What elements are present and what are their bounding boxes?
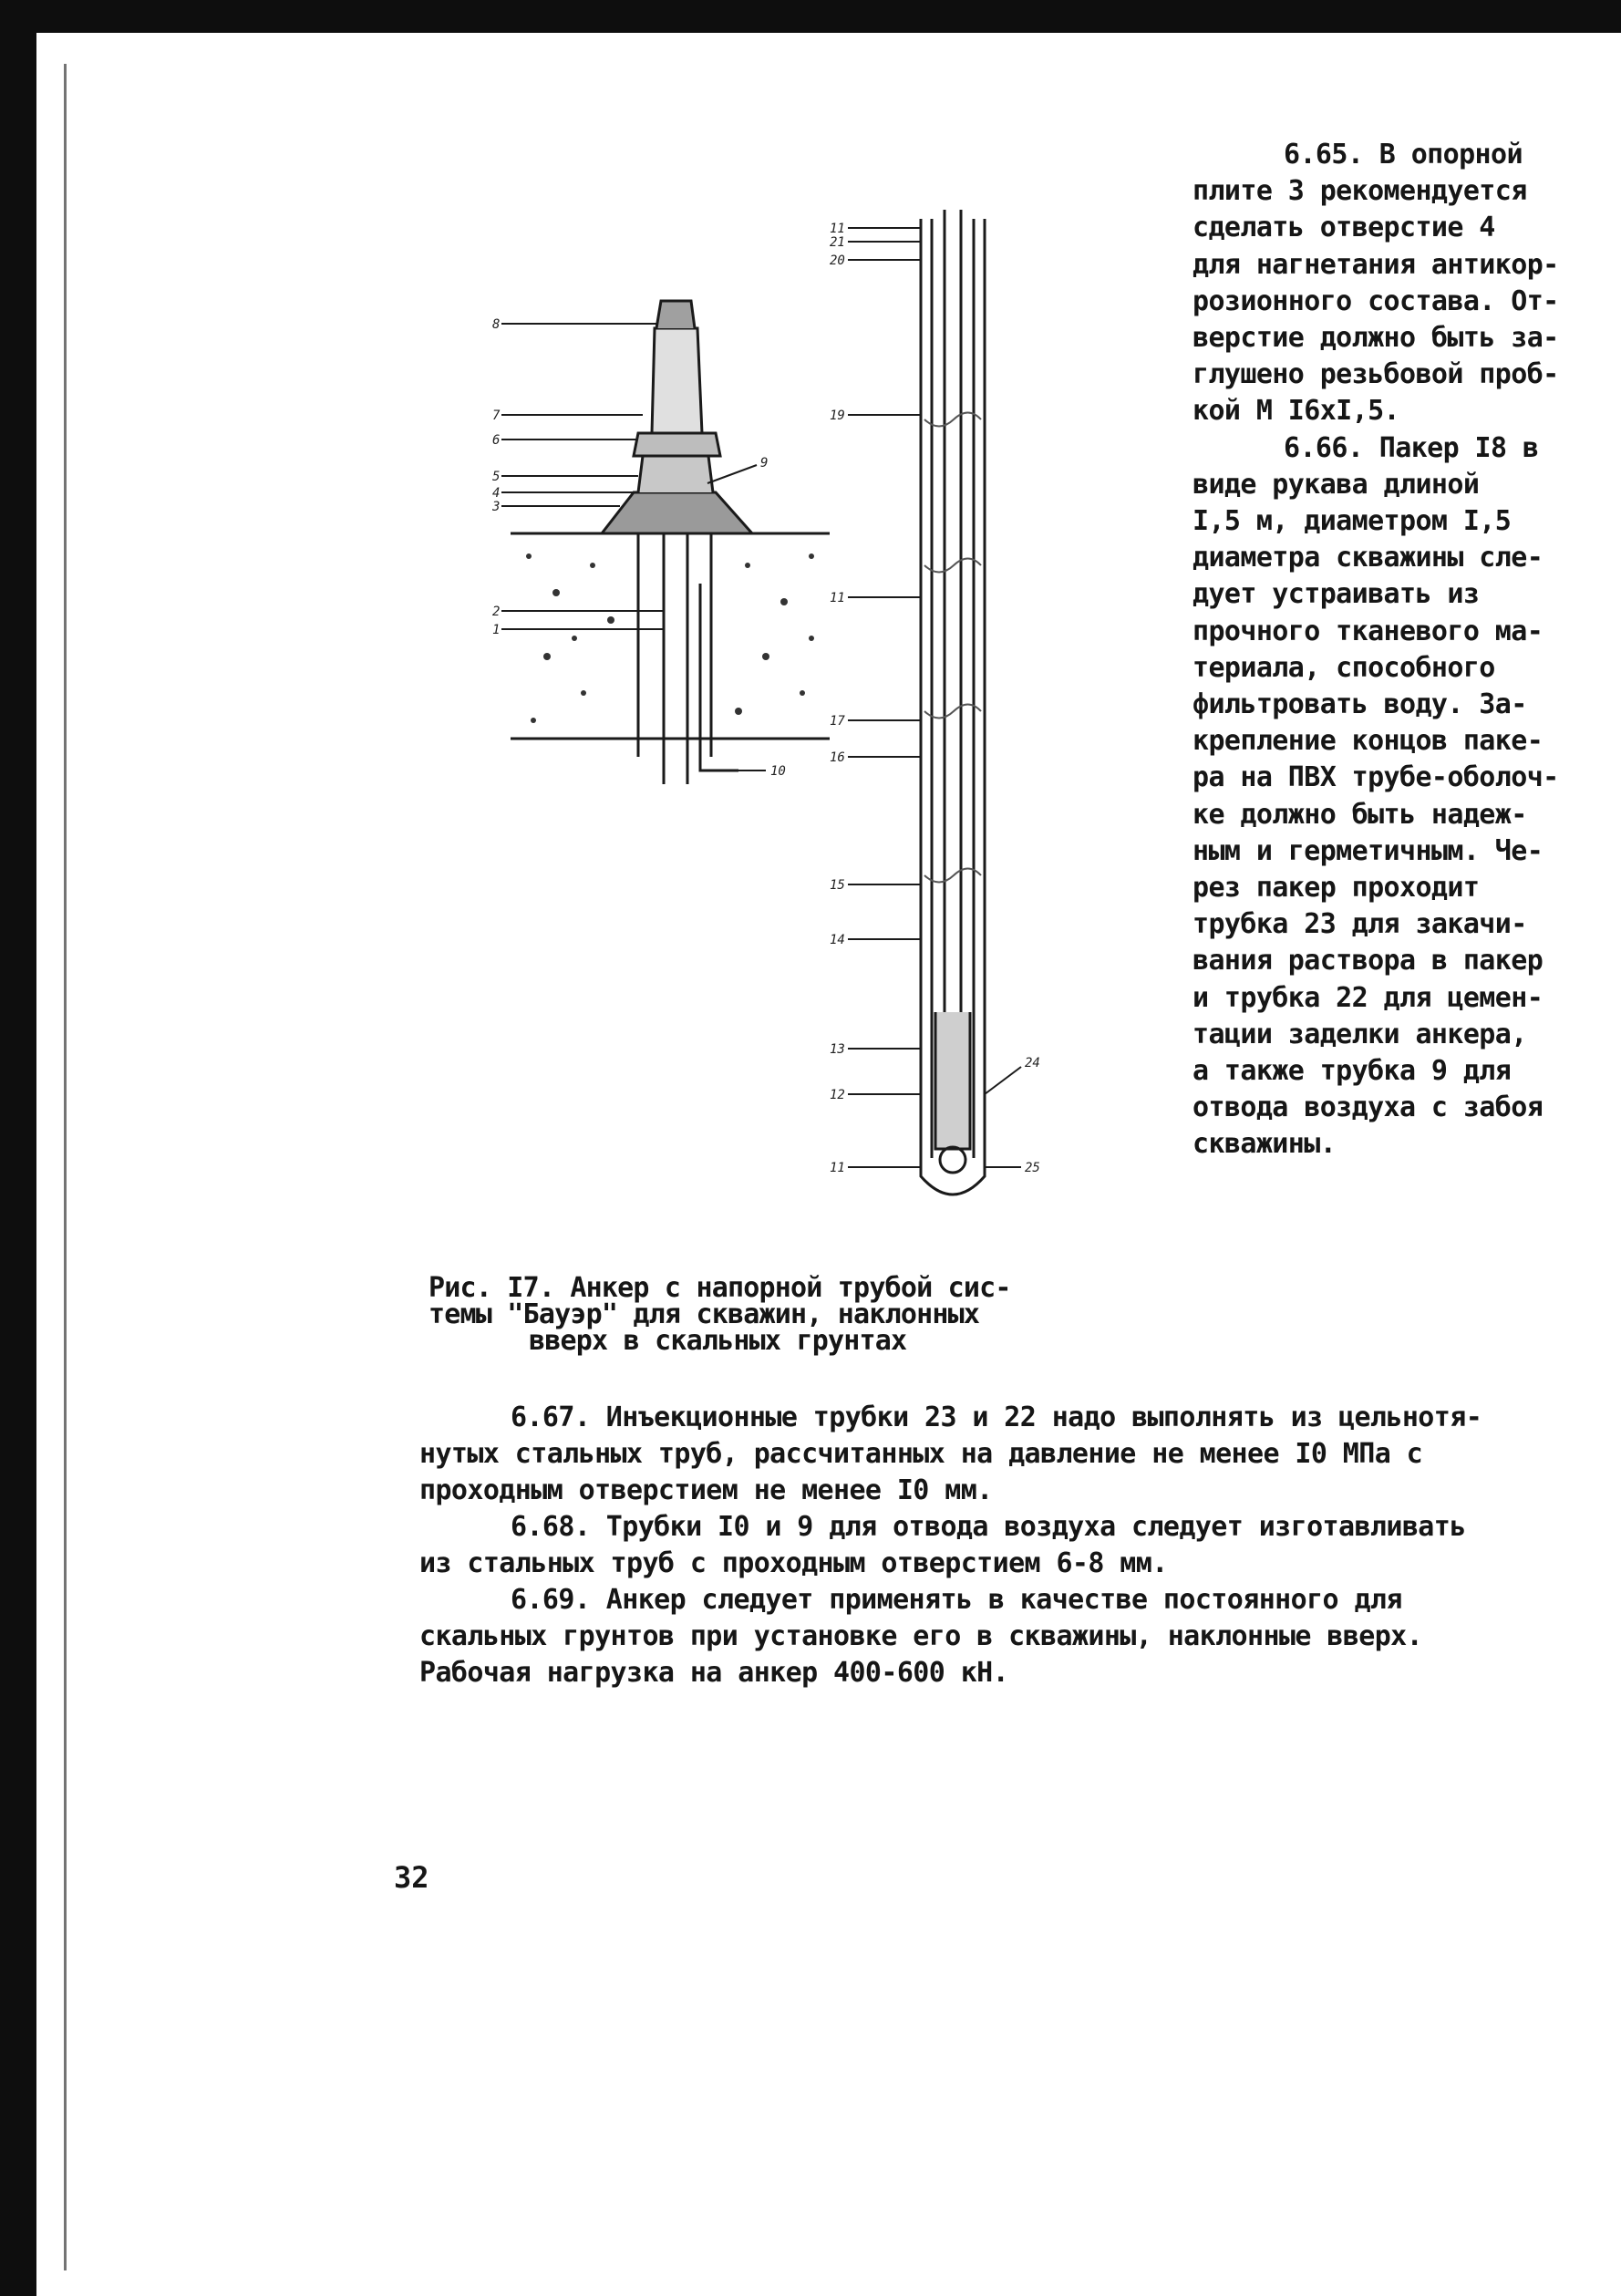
text-line: фильтровать воду. За-	[1193, 688, 1527, 721]
fig-label: 14	[830, 933, 845, 947]
text-line: тации заделки анкера,	[1193, 1018, 1527, 1050]
packer-zone	[935, 1012, 970, 1149]
text-line: 6.68. Трубки I0 и 9 для отвода воздуха следует изготавливать	[511, 1511, 1466, 1543]
text-line: диаметра скважины сле-	[1193, 542, 1544, 574]
pipe-10	[700, 584, 738, 771]
fig-label: 16	[830, 750, 845, 765]
fig-label: 15	[830, 878, 845, 893]
fig-label: 6	[492, 433, 501, 448]
text-line: дует устраивать из	[1193, 578, 1480, 611]
fig-label: 12	[830, 1088, 845, 1102]
text-line: скальных грунтов при установке его в скважины, наклонные вверх.	[419, 1620, 1423, 1652]
end-cap	[940, 1147, 965, 1173]
right-column-text	[1193, 137, 1614, 1164]
fig-label: 3	[492, 500, 501, 514]
figure-caption	[428, 1272, 1158, 1357]
text-line: а также трубка 9 для	[1193, 1055, 1512, 1088]
fig-label: 5	[492, 470, 501, 484]
fig-label: 11	[830, 591, 845, 605]
text-line: проходным отверстием не менее I0 мм.	[419, 1474, 993, 1506]
text-line: сделать отверстие 4	[1193, 212, 1495, 244]
fig-label: 2	[492, 605, 501, 619]
fig-label: 1	[492, 623, 501, 637]
text-line: нутых стальных труб, рассчитанных на давление не менее I0 МПа с	[419, 1438, 1423, 1470]
text-line: териала, способного	[1193, 651, 1495, 684]
fig-label: 25	[1025, 1161, 1040, 1175]
text-line: ра на ПВХ трубе-оболоч-	[1193, 761, 1559, 794]
fig-label: 20	[830, 253, 845, 268]
nut	[638, 456, 713, 492]
text-line: ным и герметичным. Че-	[1193, 834, 1544, 867]
margin-rule	[64, 64, 67, 2270]
text-line: 6.69. Анкер следует применять в качестве постоянного для	[511, 1584, 1402, 1616]
text-line: из стальных труб с проходным отверстием 6-8 мм.	[419, 1547, 1168, 1579]
body-text	[419, 1400, 1605, 1691]
text-line: трубка 23 для закачи-	[1193, 908, 1527, 941]
text-line: виде рукава длиной	[1193, 468, 1480, 501]
scan-left-edge	[0, 0, 36, 2296]
fig-label: 17	[830, 714, 845, 729]
text-line: плите 3 рекомендуется	[1193, 175, 1527, 208]
text-line: скважины.	[1193, 1128, 1337, 1161]
text-line: кой М I6xI,5.	[1193, 395, 1399, 428]
paragraph-6-68	[419, 1509, 1605, 1546]
cap	[652, 328, 702, 433]
text-line: и трубка 22 для цемен-	[1193, 981, 1544, 1014]
text-line: прочного тканевого ма-	[1193, 615, 1544, 647]
text-line: вания раствора в пакер	[1193, 945, 1544, 977]
washer	[634, 433, 720, 456]
text-line: 6.65. В опорной	[1284, 139, 1523, 171]
anchor-diagram	[492, 182, 1076, 1231]
text-line: ке должно быть надеж-	[1193, 798, 1527, 831]
fig-label: 11	[830, 1161, 845, 1175]
caption-line: темы "Бауэр" для скважин, наклонных	[428, 1298, 980, 1330]
text-line: для нагнетания антикор-	[1193, 248, 1559, 281]
caption-line: вверх в скальных грунтах	[529, 1325, 907, 1357]
scan-top-edge	[0, 0, 1621, 33]
cap-top	[656, 301, 695, 328]
text-line: I,5 м, диаметром I,5	[1193, 505, 1512, 538]
fig-label: 9	[760, 456, 769, 471]
fig-label: 19	[830, 409, 845, 423]
base-plate	[602, 492, 752, 533]
fig-label: 11	[830, 222, 845, 236]
text-line: 6.67. Инъекционные трубки 23 и 22 надо выполнять из цельнотя-	[511, 1401, 1482, 1433]
text-line: отвода воздуха с забоя	[1193, 1091, 1544, 1124]
text-line: глушено резьбовой проб-	[1193, 358, 1559, 391]
text-line: розионного состава. От-	[1193, 284, 1559, 317]
fig-label: 21	[830, 235, 845, 250]
fig-label: 7	[492, 409, 501, 423]
text-line: крепление концов паке-	[1193, 725, 1544, 758]
text-line: рез пакер проходит	[1193, 872, 1480, 905]
text-line: верстие должно быть за-	[1193, 322, 1559, 355]
paragraph-6-69	[419, 1582, 1605, 1619]
paragraph-6-67	[419, 1400, 1605, 1436]
fig-label: 4	[492, 486, 501, 501]
caption-line: Рис. I7. Анкер с напорной трубой сис-	[428, 1272, 1011, 1304]
text-line: 6.66. Пакер I8 в	[1284, 431, 1539, 464]
fig-label: 8	[492, 317, 501, 332]
fig-label: 13	[830, 1042, 845, 1057]
fig-label: 10	[770, 764, 786, 779]
page-number: 32	[394, 1860, 429, 1895]
text-line: Рабочая нагрузка на анкер 400-600 кН.	[419, 1657, 1009, 1689]
fig-label: 24	[1025, 1056, 1040, 1070]
